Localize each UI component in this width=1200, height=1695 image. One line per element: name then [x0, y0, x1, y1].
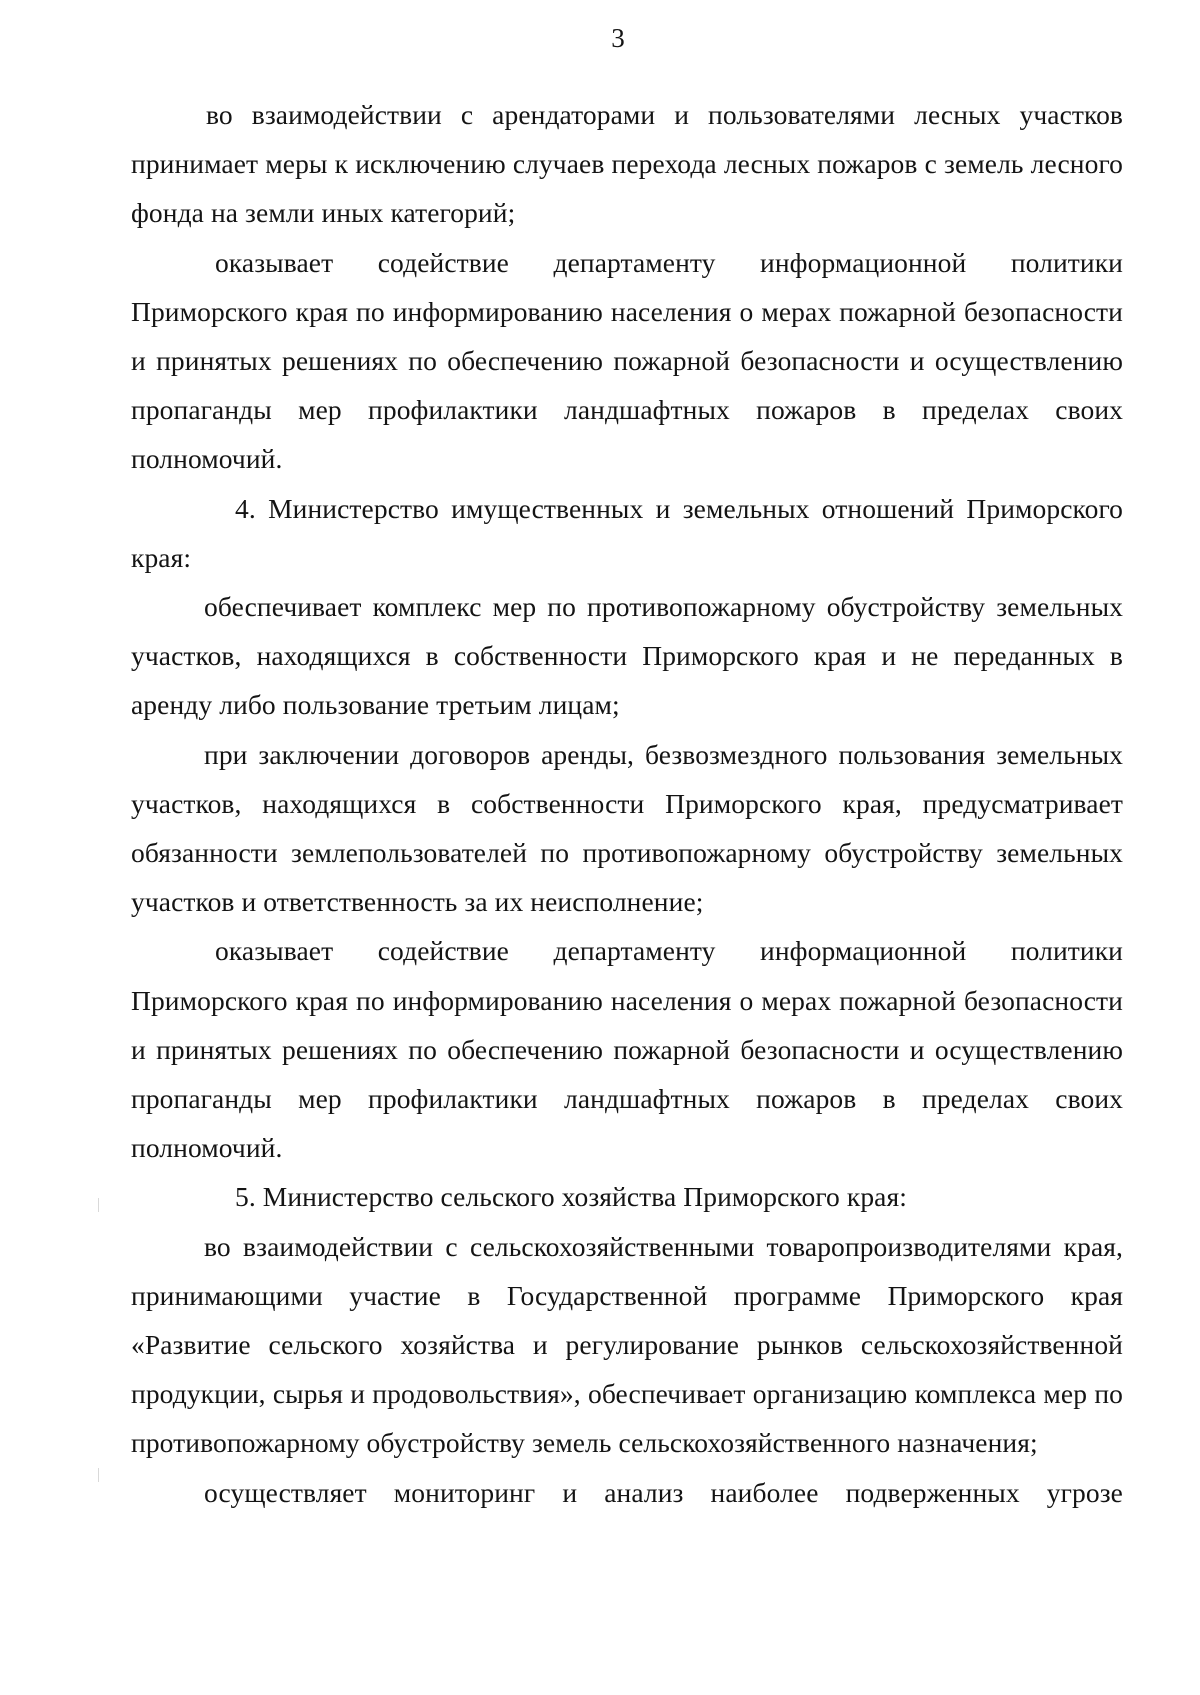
scan-edge-mark — [98, 1468, 99, 1482]
paragraph-land-fire-measures: обеспечивает комплекс мер по противопожарному обустройству земельных участков, находящихся в собственности Приморского края и не переданных в аренду либо пользование третьим лицам; — [131, 591, 1123, 721]
document-body — [131, 90, 1123, 1517]
paragraph-information-support-forestry: оказывает содействие департаменту информационной политики Приморского края по информированию населения о мерах пожарной безопасности и принятых решениях по обеспечению пожарной безопасности и осуществлению пропаганды мер профилактики ландшафтных пожаров в пределах своих полномочий. — [131, 246, 1123, 475]
paragraph-lease-contracts: при заключении договоров аренды, безвозмездного пользования земельных участков, находящихся в собственности Приморского края, предусматривает обязанности землепользователей по противопожарному обустройству земельных участков и ответственность за их неисполнение; — [131, 738, 1123, 918]
paragraph-monitoring-analysis: осуществляет мониторинг и анализ наиболее подверженных угрозе — [204, 1476, 1123, 1508]
paragraph-section-4-heading: 4. Министерство имущественных и земельных отношений Приморского края: — [131, 492, 1123, 573]
page-number: 3 — [611, 23, 625, 53]
paragraph-agricultural-producers: во взаимодействии с сельскохозяйственными товаропроизводителями края, принимающими участие в Государственной программе Приморского края «Развитие сельского хозяйства и регулирование рынков сельскохозяйственной продукции, сырья и продовольствия», обеспечивает организацию комплекса мер по противопожарному обустройству земель сельскохозяйственного назначения; — [131, 1230, 1123, 1459]
scan-edge-mark — [98, 1198, 99, 1212]
paragraph-section-5-heading: 5. Министерство сельского хозяйства Приморского края: — [235, 1181, 907, 1213]
paragraph-information-support-property: оказывает содействие департаменту информационной политики Приморского края по информированию населения о мерах пожарной безопасности и принятых решениях по обеспечению пожарной безопасности и осуществлению пропаганды мер профилактики ландшафтных пожаров в пределах своих полномочий. — [131, 935, 1123, 1164]
paragraph-forest-interaction: во взаимодействии с арендаторами и пользователями лесных участков принимает меры к исключению случаев перехода лесных пожаров с земель лесного фонда на земли иных категорий; — [131, 99, 1123, 229]
